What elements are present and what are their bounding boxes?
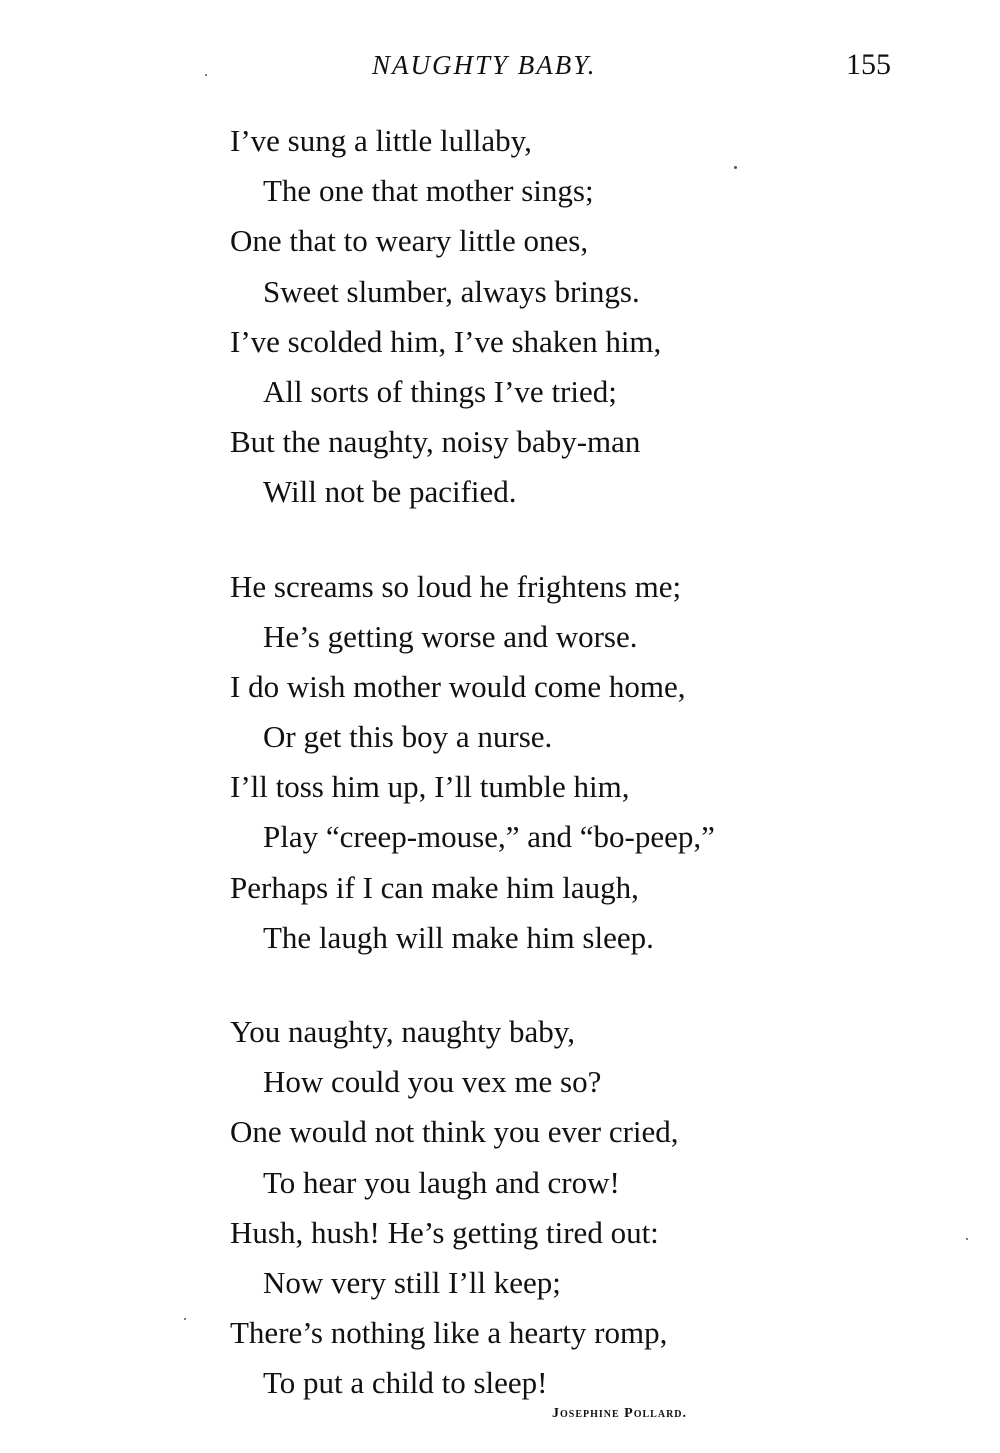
poem-line: He’s getting worse and worse. xyxy=(263,618,638,654)
poem-line: The laugh will make him sleep. xyxy=(263,919,654,955)
poem-line: There’s nothing like a hearty romp, xyxy=(230,1315,668,1351)
poem-line: The one that mother sings; xyxy=(263,173,594,209)
poem-line: Hush, hush! He’s getting tired out: xyxy=(230,1214,659,1250)
poem-line: I’ve scolded him, I’ve shaken him, xyxy=(230,323,662,359)
poem-line: I’ve sung a little lullaby, xyxy=(230,123,532,158)
poem-line: I’ll toss him up, I’ll tumble him, xyxy=(230,769,630,805)
poem-line: One that to weary little ones, xyxy=(230,223,589,259)
stanza-3 xyxy=(230,1007,930,1409)
poem-line: Or get this boy a nurse. xyxy=(263,719,553,755)
poem-line: All sorts of things I’ve tried; xyxy=(263,373,617,409)
stanza-1 xyxy=(230,116,930,518)
poem-line: Will not be pacified. xyxy=(263,474,517,510)
poem-line: He screams so loud he frightens me; xyxy=(230,568,682,604)
poem-line: Sweet slumber, always brings. xyxy=(263,273,640,309)
scan-speck xyxy=(734,166,737,169)
poem-line: Play “creep-mouse,” and “bo-peep,” xyxy=(263,819,715,855)
poem-line: To put a child to sleep! xyxy=(263,1365,548,1401)
poem-line: How could you vex me so? xyxy=(263,1064,602,1100)
scan-speck xyxy=(205,74,207,76)
scan-speck xyxy=(184,1318,186,1320)
poem-line: To hear you laugh and crow! xyxy=(263,1164,620,1200)
poem-line: Perhaps if I can make him laugh, xyxy=(230,869,639,905)
poem xyxy=(230,116,930,1453)
author-attribution: Josephine Pollard. xyxy=(552,1406,688,1421)
poem-line: Now very still I’ll keep; xyxy=(263,1264,561,1300)
poem-line: But the naughty, noisy baby-man xyxy=(230,424,641,460)
running-head xyxy=(0,44,1000,84)
scan-speck xyxy=(966,1238,968,1240)
poem-line: I do wish mother would come home, xyxy=(230,668,686,704)
page-number: 155 xyxy=(846,48,891,81)
running-title: NAUGHTY BABY. xyxy=(372,50,597,80)
poem-line: You naughty, naughty baby, xyxy=(230,1014,576,1049)
poem-line: One would not think you ever cried, xyxy=(230,1114,679,1150)
stanza-2 xyxy=(230,562,930,964)
